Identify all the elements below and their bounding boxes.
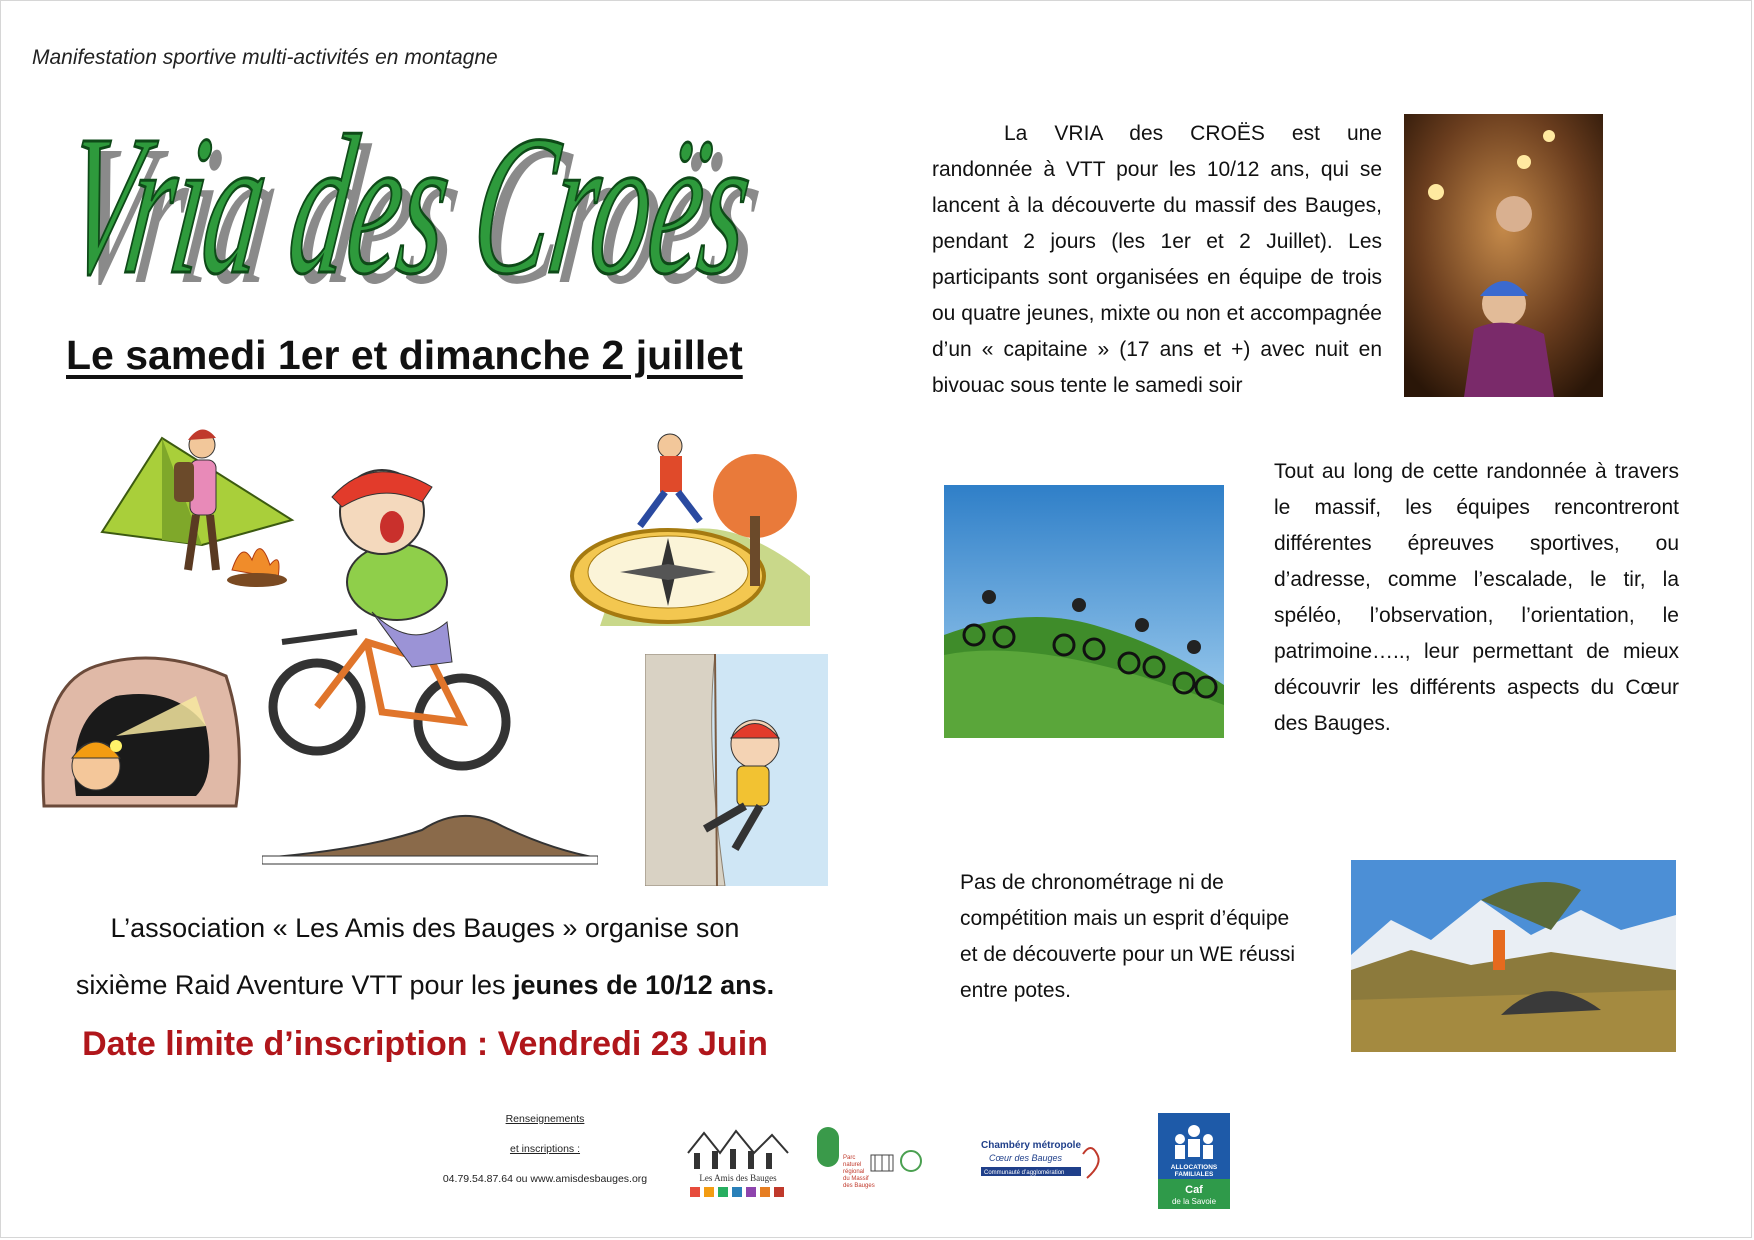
caf-line1: ALLOCATIONS (1170, 1164, 1218, 1171)
chambery-line2: Cœur des Bauges (989, 1153, 1063, 1163)
compass-clipart (560, 426, 816, 638)
bikers-photo (944, 485, 1224, 738)
parc-bauges-logo (815, 1125, 939, 1195)
chambery-metropole-logo (975, 1132, 1105, 1188)
title-shadow: Vria des Croës (62, 103, 800, 326)
activities-paragraph: Tout au long de cette randonnée à travers le massif, les équipes rencontreront différentes épreuves sportives, ou d’adresse, comme l’escalade, le tir, la spéléo, l’observation, l’orientation, le patrimoine….., leur permettant de mieux découvrir les différents aspects du Cœur des Bauges. (1274, 460, 1679, 735)
event-dates: Le samedi 1er et dimanche 2 juillet (66, 332, 743, 378)
spirit-paragraph: Pas de chronométrage ni de compétition mais un esprit d’équipe et de découverte pour un WE réussi entre potes. (960, 871, 1296, 1002)
contact-label-2: et inscriptions : (509, 1143, 581, 1155)
caf-savoie-logo (1158, 1113, 1230, 1209)
event-subtitle: Manifestation sportive multi-activités en montagne (32, 46, 498, 69)
contact-info (420, 1104, 670, 1194)
dirt-mound-clipart (262, 800, 598, 866)
title-text: Vria des Croës (52, 93, 800, 316)
intro-paragraph: La VRIA des CROËS est une randonnée à VTT pour les 10/12 ans, qui se lancent à la découverte du massif des Bauges, pendant 2 jours (les 1er et 2 Juillet). Les participants sont organisées en équipe de trois ou quatre jeunes, mixte ou non et accompagnée d’un « capitaine » (17 ans et +) avec nuit en bivouac sous tente le samedi soir (932, 122, 1382, 397)
cyclist-clipart (262, 462, 532, 792)
contact-details: 04.79.54.87.64 ou www.amisdesbauges.org (442, 1173, 648, 1185)
parc-line1: Parc (843, 1155, 856, 1161)
parc-line3: régional (843, 1169, 865, 1175)
chambery-line3: Communauté d’agglomération (984, 1170, 1065, 1176)
parc-line2: naturel (843, 1162, 862, 1168)
association-line2: sixième Raid Aventure VTT pour les jeunes de 10/12 ans. (75, 970, 775, 1000)
amis-logo-text: Les Amis des Bauges (699, 1173, 777, 1183)
parc-line5: des Bauges (843, 1183, 875, 1189)
age-highlight: jeunes de 10/12 ans. (513, 970, 775, 1000)
event-title (40, 88, 800, 328)
climbing-clipart (645, 654, 828, 886)
caf-line2: FAMILIALES (1174, 1171, 1214, 1178)
amis-des-bauges-logo (684, 1123, 792, 1201)
caf-line4: de la Savoie (1171, 1197, 1217, 1206)
association-text (40, 900, 810, 1014)
chambery-line1: Chambéry métropole (981, 1140, 1082, 1151)
tent-photo (1351, 860, 1676, 1052)
caf-line3: Caf (1185, 1184, 1203, 1196)
parc-line4: du Massif (843, 1176, 869, 1182)
contact-label-1: Renseignements (505, 1113, 585, 1125)
registration-deadline: Date limite d’inscription : Vendredi 23 Juin (82, 1025, 768, 1063)
association-line1: L’association « Les Amis des Bauges » organise son (110, 913, 740, 943)
cave-clipart (36, 646, 244, 812)
cave-photo (1404, 114, 1603, 397)
